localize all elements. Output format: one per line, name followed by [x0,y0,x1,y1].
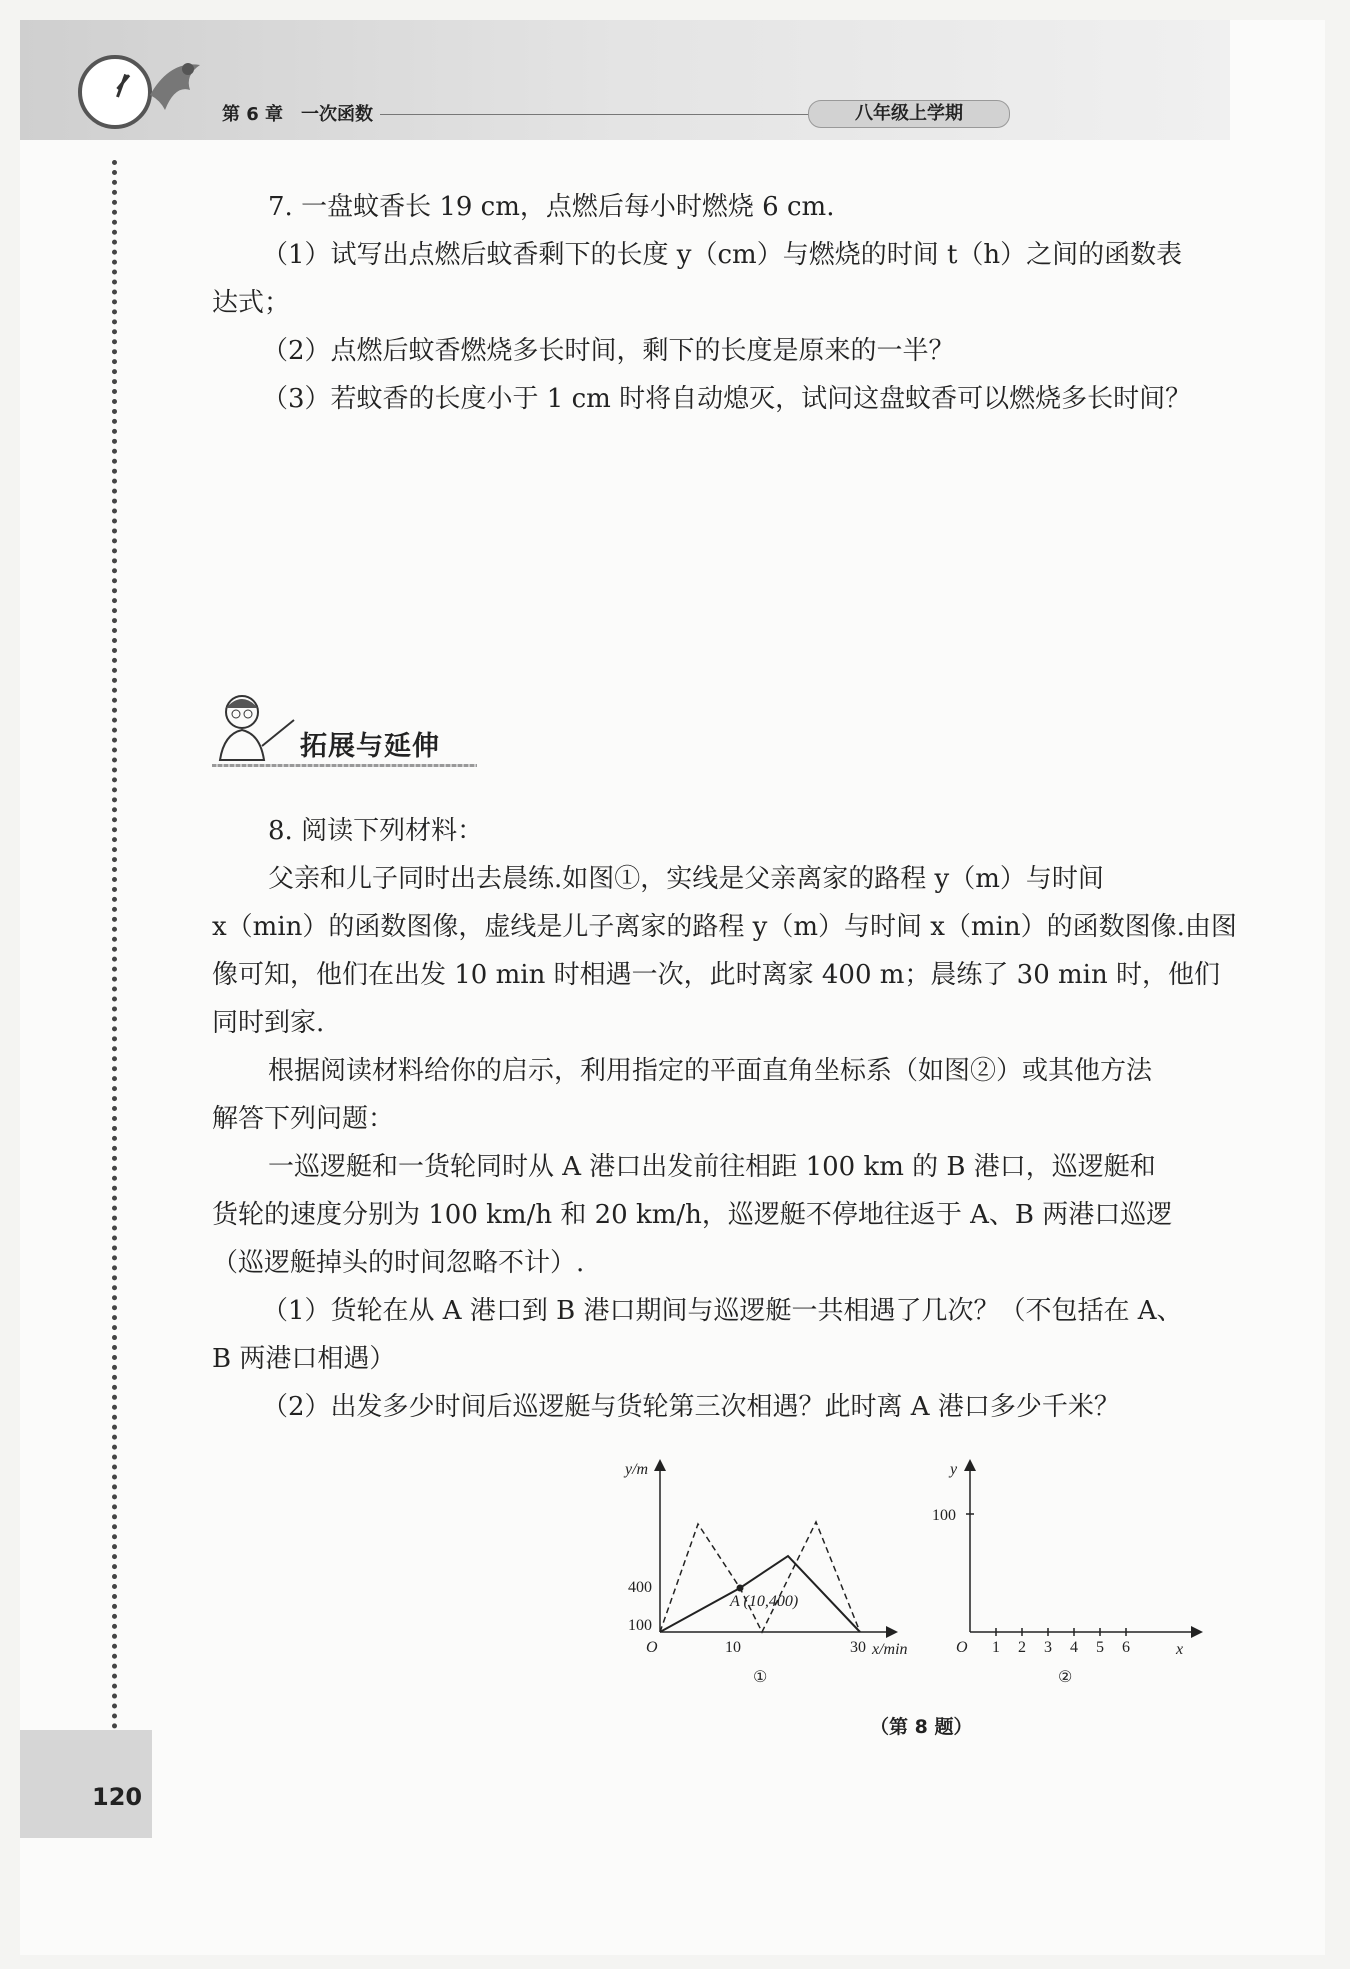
problem8-para3-line1: 一巡逻艇和一货轮同时从 A 港口出发前往相距 100 km 的 B 港口，巡逻艇和 [268,1152,1156,1182]
figure2-xtick-label: 6 [1122,1639,1130,1656]
page-number: 120 [92,1783,143,1811]
figure2-caption: ② [1058,1669,1073,1686]
figure1-x-label: x/min [872,1641,908,1658]
problem8-para2-line1: 根据阅读材料给你的启示，利用指定的平面直角坐标系（如图②）或其他方法 [268,1056,1153,1086]
figure-caption: （第 8 题） [870,1716,973,1738]
figure1-y-label: y/m [625,1461,649,1478]
section-title: 拓展与延伸 [300,731,440,762]
figure2-xtick-label: 1 [992,1639,1000,1656]
problem7-q1-line2: 达式； [212,288,291,318]
figure2-xtick-label: 2 [1018,1639,1026,1656]
chapter-title: 第 6 章 一次函数 [222,104,374,125]
problem8-stem: 8. 阅读下列材料： [268,816,484,846]
section-rule [212,764,477,767]
header-rule [380,114,810,115]
problem8-para1-line4: 同时到家. [212,1008,325,1038]
problem8-figures [610,1452,1210,1702]
figure2-xtick-label: 3 [1044,1639,1052,1656]
problem8-para1-line1: 父亲和儿子同时出去晨练.如图①，实线是父亲离家的路程 y（m）与时间 [268,864,1104,894]
grade-badge: 八年级上学期 [808,100,1010,128]
figure1-ytick-100: 100 [628,1617,652,1634]
figure1-graph [623,1461,908,1686]
figure1-point-a [737,1585,744,1592]
figure2-graph [932,1461,1200,1686]
problem7-q2: （2）点燃后蚊香燃烧多长时间，剩下的长度是原来的一半？ [262,336,955,366]
figure1-xtick-10: 10 [725,1639,741,1656]
figure2-x-label: x [1176,1641,1184,1658]
figure1-xtick-30: 30 [850,1639,866,1656]
figure2-xtick-label: 5 [1096,1639,1104,1656]
problem8-para1-line3: 像可知，他们在出发 10 min 时相遇一次，此时离家 400 m；晨练了 30 min 时，他们 [212,960,1220,990]
figure1-point-label: A (10,400) [730,1593,799,1610]
teacher-icon [212,690,302,762]
figure2-origin: O [956,1639,968,1656]
figure2-xtick-label: 4 [1070,1639,1078,1656]
problem8-para3-line3: （巡逻艇掉头的时间忽略不计）. [212,1248,585,1278]
figure2-ytick-100: 100 [932,1507,956,1524]
problem8-q2: （2）出发多少时间后巡逻艇与货轮第三次相遇？此时离 A 港口多少千米？ [262,1392,1120,1422]
problem8-para3-line2: 货轮的速度分别为 100 km/h 和 20 km/h，巡逻艇不停地往返于 A、B 两港口巡逻 [212,1200,1173,1230]
figure1-ytick-400: 400 [628,1579,652,1596]
problem7-q3: （3）若蚊香的长度小于 1 cm 时将自动熄灭，试问这盘蚊香可以燃烧多长时间？ [262,384,1192,414]
problem8-q1-line1: （1）货轮在从 A 港口到 B 港口期间与巡逻艇一共相遇了几次？（不包括在 A、 [262,1296,1183,1326]
problem8-q1-line2: B 两港口相遇） [212,1344,396,1374]
figure2-y-label: y [950,1461,958,1478]
problem7-q1-line1: （1）试写出点燃后蚊香剩下的长度 y（cm）与燃烧的时间 t（h）之间的函数表 [262,240,1183,270]
problem7-stem: 7. 一盘蚊香长 19 cm，点燃后每小时燃烧 6 cm. [268,192,835,222]
margin-dots [112,160,117,1730]
problem8-para1-line2: x（min）的函数图像，虚线是儿子离家的路程 y（m）与时间 x（min）的函数图像.由图 [212,912,1237,942]
figure1-caption: ① [753,1669,768,1686]
figure1-origin: O [646,1639,658,1656]
problem8-para2-line2: 解答下列问题： [212,1104,395,1134]
runner-icon [140,55,210,125]
